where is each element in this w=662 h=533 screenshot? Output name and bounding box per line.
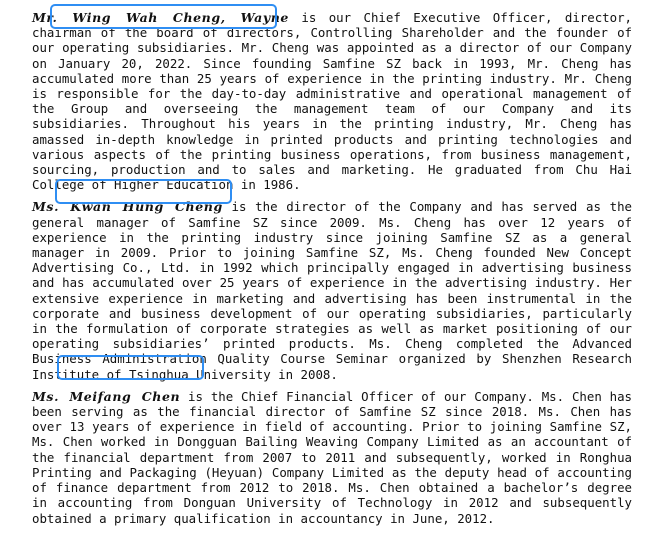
highlight-box-director-name[interactable] bbox=[55, 179, 232, 204]
bio-text-ceo: is our Chief Executive Officer, director, chairman of the board of directors, Controlling Shareholder and the founder of our operating subsidiaries. Mr. Cheng was appointed as a director of our Company on January 20, 2022. Since founding Samfine SZ back in 1993, Mr. Cheng has accumulated more than 25 years of experience in the printing industry. Mr. Cheng is responsible for the day-to-day administrative and operational management of the Group and overseeing the management team of our Company and its subsidiaries. Throughout his years in the printing industry, Mr. Cheng has amassed in-depth knowledge in printed products and printing technologies and various aspects of the printing business operations, from business management, sourcing, production and to sales and marketing. He graduated from Chu Hai College of Higher Education in 1986. bbox=[32, 10, 633, 193]
bio-name-director: Ms. Kwan Hung Cheng bbox=[32, 199, 223, 215]
bio-text-cfo: is the Chief Financial Officer of our Company. Ms. Chen has been serving as the financial director of Samfine SZ since 2018. Ms. Chen has over 13 years of experience in field of accounting. Prior to joining Samfine SZ, Ms. Chen worked in Dongguan Bailing Weaving Company Limited as an accountant of the financial department from 2007 to 2011 and subsequently, worked in Ronghua Printing and Packaging (Heyuan) Company Limited as the deputy head of accounting of finance department from 2012 to 2018. Ms. Chen obtained a bachelor’s degree in accounting from Donguan University of Technology in 2012 and subsequently obtained a primary qualification in accountancy in June, 2012. bbox=[32, 388, 632, 526]
highlight-box-cfo-name[interactable] bbox=[57, 355, 204, 380]
bio-paragraph-ceo bbox=[32, 10, 632, 192]
highlight-box-ceo-name[interactable] bbox=[50, 4, 277, 29]
document-body bbox=[32, 10, 632, 533]
bio-paragraph-cfo bbox=[32, 389, 632, 526]
bio-text-director: is the director of the Company and has served as the general manager of Samfine SZ since 2009. Ms. Cheng has over 12 years of experience in the printing industry since joining Samfine SZ as a general manager in 2009. Prior to joining Samfine SZ, Ms. Cheng founded New Concept Advertising Co., Ltd. in 1992 which principally engaged in advertising business and has accumulated over 25 years of experience in the advertising industry. Her extensive experience in marketing and advertising has been instrumental in the corporate and business development of our operating subsidiaries, particularly in the formulation of corporate strategies as well as market positioning of our operating subsidiaries’ printed products. Ms. Cheng completed the Advanced Business Administration Quality Course Seminar organized by Shenzhen Research Institute of Tsinghua University in 2008. bbox=[32, 199, 632, 382]
bio-name-cfo: Ms. Meifang Chen bbox=[32, 388, 181, 404]
bio-name-ceo: Mr. Wing Wah Cheng, Wayne bbox=[32, 10, 289, 25]
